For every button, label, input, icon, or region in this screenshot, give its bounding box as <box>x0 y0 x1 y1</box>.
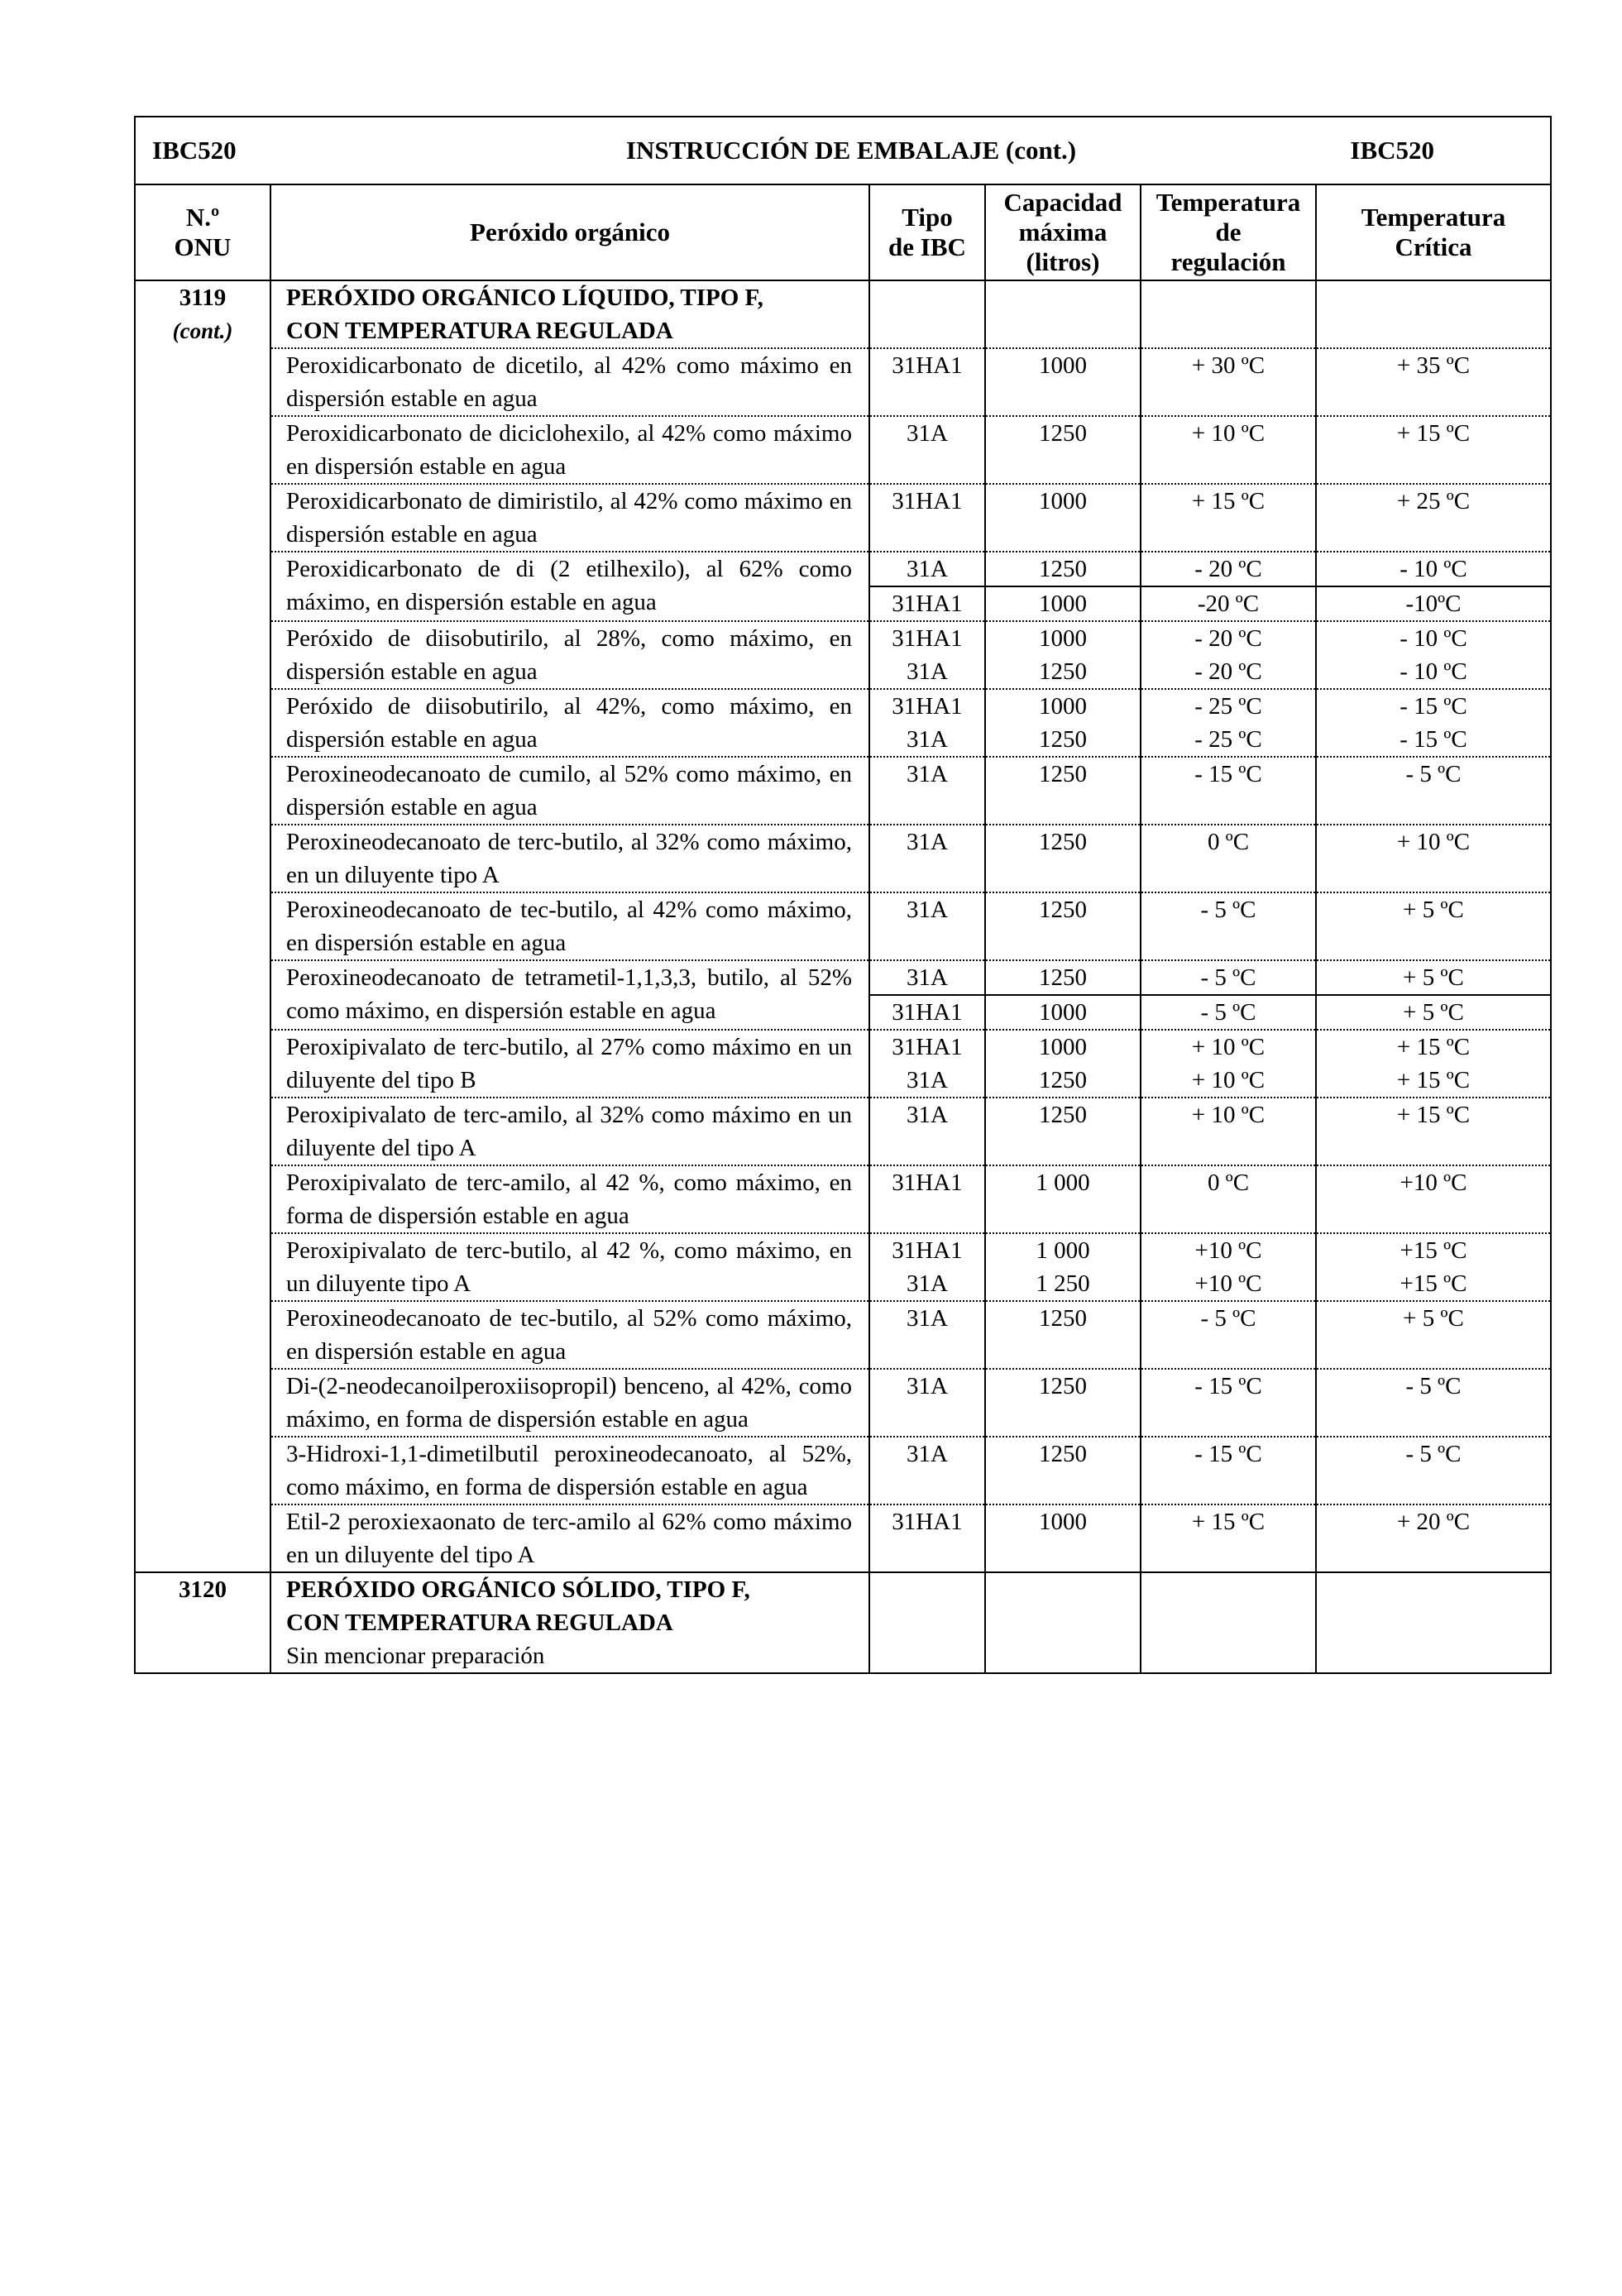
ibc-type: 31HA1 <box>892 591 963 617</box>
regulation-temp: + 15 ºC <box>1191 1509 1266 1535</box>
ibc-type: 31HA1 <box>892 1034 963 1060</box>
regulation-temp: - 20 ºC <box>1194 658 1262 685</box>
critical-temp: - 5 ºC <box>1405 1373 1462 1399</box>
peroxide-description: Di-(2-neodecanoilperoxiisopropil) benceno, al 42%, como máximo, en forma de dispersión estable en agua <box>270 1369 869 1437</box>
max-capacity: 1250 <box>1039 420 1087 447</box>
regulation-temp-cell <box>1141 348 1316 416</box>
ibc-type: 31HA1 <box>892 1170 963 1196</box>
critical-temp-cell <box>1316 1504 1551 1572</box>
max-capacity-cell <box>985 552 1141 621</box>
regulation-temp-cell <box>1141 1233 1316 1301</box>
critical-temp: + 5 ºC <box>1403 1305 1464 1332</box>
ibc-type: 31HA1 <box>892 352 963 379</box>
table-row <box>135 960 1551 1030</box>
title-row <box>135 117 1551 184</box>
critical-temp-cell <box>1316 1098 1551 1165</box>
max-capacity: 1000 <box>1039 693 1087 720</box>
max-capacity: 1250 <box>1039 1067 1087 1093</box>
critical-temp-cell <box>1316 1369 1551 1437</box>
table-row <box>135 1165 1551 1233</box>
ibc-type: 31A <box>907 1373 948 1399</box>
critical-temp: + 10 ºC <box>1396 829 1471 855</box>
critical-temp: - 10 ºC <box>1400 658 1467 685</box>
max-capacity-cell <box>985 484 1141 552</box>
ibc-type-cell <box>869 825 985 892</box>
critical-temp: + 5 ºC <box>1317 961 1550 996</box>
max-capacity: 1000 <box>1039 352 1087 379</box>
ibc-type-cell <box>869 416 985 484</box>
regulation-temp: 0 ºC <box>1207 1170 1250 1196</box>
peroxide-description: Peroxipivalato de terc-butilo, al 42 %, como máximo, en un diluyente tipo A <box>270 1233 869 1301</box>
max-capacity-cell <box>985 1301 1141 1369</box>
max-capacity: 1000 <box>1039 488 1087 514</box>
table-row <box>135 1098 1551 1165</box>
critical-temp: +15 ºC <box>1400 1270 1467 1297</box>
critical-temp-cell <box>1316 1165 1551 1233</box>
max-capacity: 1250 <box>1039 1373 1087 1399</box>
max-capacity-cell <box>985 1233 1141 1301</box>
ibc-type-cell <box>869 1437 985 1504</box>
regulation-temp-cell <box>1141 552 1316 621</box>
critical-temp-cell <box>1316 348 1551 416</box>
regulation-temp-cell <box>1141 960 1316 1030</box>
ibc-type: 31HA1 <box>892 1509 963 1535</box>
peroxide-description: Peroxineodecanoato de cumilo, al 52% como máximo, en dispersión estable en agua <box>270 757 869 825</box>
critical-temp: +15 ºC <box>1400 1237 1467 1264</box>
ibc-type-cell <box>869 1369 985 1437</box>
table-row <box>135 825 1551 892</box>
regulation-temp: - 15 ºC <box>1194 1441 1262 1467</box>
right-code: IBC520 <box>1350 136 1435 165</box>
document <box>134 116 1550 1674</box>
max-capacity-cell <box>985 348 1141 416</box>
table-row <box>135 1437 1551 1504</box>
regulation-temp: - 20 ºC <box>1194 625 1262 652</box>
max-capacity: 1250 <box>1039 761 1087 787</box>
max-capacity: 1250 <box>1039 1102 1087 1128</box>
peroxide-description: Peróxido de diisobutirilo, al 28%, como máximo, en dispersión estable en agua <box>270 621 869 689</box>
critical-temp: + 25 ºC <box>1396 488 1471 514</box>
ibc-type-cell <box>869 552 985 621</box>
regulation-temp: - 5 ºC <box>1200 999 1256 1026</box>
regulation-temp: + 10 ºC <box>1191 1034 1266 1060</box>
critical-temp: + 15 ºC <box>1396 420 1471 447</box>
critical-temp-cell <box>1316 757 1551 825</box>
regulation-temp-cell <box>1141 416 1316 484</box>
col-regulation-temp: Temperatura de regulación <box>1141 184 1316 280</box>
onu-cont-note: (cont.) <box>172 318 233 343</box>
regulation-temp: + 30 ºC <box>1191 352 1266 379</box>
max-capacity-cell <box>985 1098 1141 1165</box>
max-capacity-cell <box>985 892 1141 960</box>
ibc-type-cell <box>869 960 985 1030</box>
max-capacity: 1250 <box>1039 1305 1087 1332</box>
section-3120 <box>135 1572 1551 1673</box>
max-capacity: 1250 <box>986 961 1140 996</box>
max-capacity: 1000 <box>1039 1509 1087 1535</box>
critical-temp-cell <box>1316 825 1551 892</box>
regulation-temp: + 10 ºC <box>1191 420 1266 447</box>
regulation-temp: + 15 ºC <box>1191 488 1266 514</box>
critical-temp: + 5 ºC <box>1403 897 1464 923</box>
max-capacity: 1250 <box>1039 829 1087 855</box>
critical-temp-cell <box>1316 416 1551 484</box>
max-capacity-cell <box>985 1369 1141 1437</box>
table-row <box>135 552 1551 621</box>
regulation-temp-cell <box>1141 1369 1316 1437</box>
ibc-type: 31HA1 <box>892 999 963 1026</box>
critical-temp: - 15 ºC <box>1400 693 1467 720</box>
table-row <box>135 689 1551 757</box>
ibc-type: 31A <box>907 1102 948 1128</box>
peroxide-description: Peroxipivalato de terc-butilo, al 27% como máximo en un diluyente del tipo B <box>270 1030 869 1098</box>
max-capacity-cell <box>985 621 1141 689</box>
max-capacity: 1250 <box>986 552 1140 587</box>
ibc-type: 31A <box>907 726 948 753</box>
section-heading: PERÓXIDO ORGÁNICO LÍQUIDO, TIPO F, CON TEMPERATURA REGULADA <box>270 280 869 348</box>
ibc-type-cell <box>869 484 985 552</box>
table-row <box>135 484 1551 552</box>
regulation-temp-cell <box>1141 825 1316 892</box>
peroxide-description: 3-Hidroxi-1,1-dimetilbutil peroxineodecanoato, al 52%, como máximo, en forma de dispersión estable en agua <box>270 1437 869 1504</box>
ibc-type-cell <box>869 1098 985 1165</box>
ibc-type-cell <box>869 621 985 689</box>
ibc-type: 31A <box>907 897 948 923</box>
critical-temp: - 10 ºC <box>1317 552 1550 587</box>
critical-temp: + 5 ºC <box>1403 999 1464 1026</box>
onu-number: 3119 <box>179 285 227 311</box>
peroxide-description: Peroxineodecanoato de tec-butilo, al 52% como máximo, en dispersión estable en agua <box>270 1301 869 1369</box>
max-capacity: 1000 <box>1039 999 1087 1026</box>
regulation-temp-cell <box>1141 1030 1316 1098</box>
regulation-temp-cell <box>1141 892 1316 960</box>
ibc-type: 31A <box>907 658 948 685</box>
regulation-temp: - 15 ºC <box>1194 1373 1262 1399</box>
critical-temp: - 5 ºC <box>1405 761 1462 787</box>
table-row <box>135 757 1551 825</box>
peroxide-description: Peroxineodecanoato de tetrametil-1,1,3,3, butilo, al 52% como máximo, en dispersión estable en agua <box>270 960 869 1030</box>
critical-temp-cell <box>1316 689 1551 757</box>
max-capacity: 1 250 <box>1036 1270 1090 1297</box>
critical-temp: - 15 ºC <box>1400 726 1467 753</box>
onu-number-3120: 3120 <box>135 1572 270 1673</box>
regulation-temp: - 15 ºC <box>1194 761 1262 787</box>
regulation-temp-cell <box>1141 1165 1316 1233</box>
table-row <box>135 1030 1551 1098</box>
section-3119 <box>135 280 1551 1572</box>
max-capacity: 1000 <box>1039 591 1087 617</box>
table-row <box>135 621 1551 689</box>
regulation-temp: - 25 ºC <box>1194 726 1262 753</box>
ibc-type: 31HA1 <box>892 1237 963 1264</box>
peroxide-description: Peroxidicarbonato de dimiristilo, al 42% como máximo en dispersión estable en agua <box>270 484 869 552</box>
ibc-type-cell <box>869 892 985 960</box>
table-row <box>135 1369 1551 1437</box>
ibc-type: 31A <box>907 1441 948 1467</box>
onu-cell <box>135 280 270 1572</box>
table-row <box>135 416 1551 484</box>
col-onu: N.º ONU <box>135 184 270 280</box>
regulation-temp: 0 ºC <box>1207 829 1250 855</box>
ibc-type: 31A <box>907 829 948 855</box>
ibc-type: 31A <box>907 1067 948 1093</box>
max-capacity: 1250 <box>1039 658 1087 685</box>
ibc-type-cell <box>869 1233 985 1301</box>
max-capacity: 1 000 <box>1036 1237 1090 1264</box>
section-3120-desc: PERÓXIDO ORGÁNICO SÓLIDO, TIPO F, CON TEMPERATURA REGULADA Sin mencionar preparación <box>270 1572 869 1673</box>
regulation-temp: + 10 ºC <box>1191 1102 1266 1128</box>
regulation-temp: - 5 ºC <box>1141 961 1315 996</box>
max-capacity-cell <box>985 689 1141 757</box>
column-header-row <box>135 184 1551 280</box>
critical-temp: + 35 ºC <box>1396 352 1471 379</box>
document-title: INSTRUCCIÓN DE EMBALAJE (cont.) <box>625 136 1077 165</box>
peroxide-description: Etil-2 peroxiexaonato de terc-amilo al 62% como máximo en un diluyente del tipo A <box>270 1504 869 1572</box>
ibc-type: 31HA1 <box>892 625 963 652</box>
peroxide-description: Peroxineodecanoato de terc-butilo, al 32% como máximo, en un diluyente tipo A <box>270 825 869 892</box>
max-capacity: 1000 <box>1039 1034 1087 1060</box>
regulation-temp-cell <box>1141 757 1316 825</box>
ibc-type: 31A <box>870 552 984 587</box>
col-peroxide: Peróxido orgánico <box>270 184 869 280</box>
regulation-temp: - 5 ºC <box>1200 1305 1256 1332</box>
ibc-type-cell <box>869 1030 985 1098</box>
critical-temp: + 15 ºC <box>1396 1102 1471 1128</box>
col-critical-temp: Temperatura Crítica <box>1316 184 1551 280</box>
critical-temp: - 10 ºC <box>1400 625 1467 652</box>
critical-temp: + 20 ºC <box>1396 1509 1471 1535</box>
regulation-temp: + 10 ºC <box>1191 1067 1266 1093</box>
ibc-type: 31A <box>870 961 984 996</box>
critical-temp-cell <box>1316 1437 1551 1504</box>
max-capacity-cell <box>985 757 1141 825</box>
peroxide-description: Peróxido de diisobutirilo, al 42%, como máximo, en dispersión estable en agua <box>270 689 869 757</box>
critical-temp-cell <box>1316 1301 1551 1369</box>
col-type: Tipo de IBC <box>869 184 985 280</box>
regulation-temp: +10 ºC <box>1194 1237 1262 1264</box>
ibc-type: 31A <box>907 1270 948 1297</box>
ibc-type: 31HA1 <box>892 488 963 514</box>
critical-temp-cell <box>1316 552 1551 621</box>
ibc-type-cell <box>869 1301 985 1369</box>
critical-temp: +10 ºC <box>1400 1170 1467 1196</box>
regulation-temp-cell <box>1141 1504 1316 1572</box>
peroxide-description: Peroxidicarbonato de di (2 etilhexilo), al 62% como máximo, en dispersión estable en agua <box>270 552 869 621</box>
max-capacity-cell <box>985 960 1141 1030</box>
table-row <box>135 1233 1551 1301</box>
peroxide-description: Peroxipivalato de terc-amilo, al 32% como máximo en un diluyente del tipo A <box>270 1098 869 1165</box>
critical-temp-cell <box>1316 484 1551 552</box>
regulation-temp-cell <box>1141 1098 1316 1165</box>
regulation-temp-cell <box>1141 689 1316 757</box>
ibc-type-cell <box>869 689 985 757</box>
regulation-temp-cell <box>1141 1437 1316 1504</box>
ibc-type: 31A <box>907 1305 948 1332</box>
critical-temp: - 5 ºC <box>1405 1441 1462 1467</box>
critical-temp-cell <box>1316 1233 1551 1301</box>
packing-instruction-table <box>134 116 1552 1674</box>
table-row <box>135 1301 1551 1369</box>
max-capacity-cell <box>985 1165 1141 1233</box>
peroxide-description: Peroxidicarbonato de dicetilo, al 42% como máximo en dispersión estable en agua <box>270 348 869 416</box>
regulation-temp: - 25 ºC <box>1194 693 1262 720</box>
max-capacity-cell <box>985 825 1141 892</box>
peroxide-description: Peroxidicarbonato de diciclohexilo, al 42% como máximo en dispersión estable en agua <box>270 416 869 484</box>
peroxide-description: Peroxipivalato de terc-amilo, al 42 %, como máximo, en forma de dispersión estable en agua <box>270 1165 869 1233</box>
max-capacity: 1250 <box>1039 1441 1087 1467</box>
section-heading-row <box>135 280 1551 348</box>
max-capacity: 1250 <box>1039 897 1087 923</box>
ibc-type-cell <box>869 1504 985 1572</box>
regulation-temp-cell <box>1141 1301 1316 1369</box>
critical-temp-cell <box>1316 1030 1551 1098</box>
regulation-temp-cell <box>1141 621 1316 689</box>
max-capacity-cell <box>985 1030 1141 1098</box>
regulation-temp: +10 ºC <box>1194 1270 1262 1297</box>
ibc-type-cell <box>869 757 985 825</box>
table-row <box>135 348 1551 416</box>
max-capacity-cell <box>985 416 1141 484</box>
critical-temp-cell <box>1316 960 1551 1030</box>
critical-temp: + 15 ºC <box>1396 1034 1471 1060</box>
table-row <box>135 892 1551 960</box>
critical-temp: -10ºC <box>1405 591 1462 617</box>
ibc-type-cell <box>869 1165 985 1233</box>
critical-temp-cell <box>1316 621 1551 689</box>
max-capacity-cell <box>985 1437 1141 1504</box>
regulation-temp: -20 ºC <box>1197 591 1260 617</box>
peroxide-description: Peroxineodecanoato de tec-butilo, al 42% como máximo, en dispersión estable en agua <box>270 892 869 960</box>
max-capacity: 1000 <box>1039 625 1087 652</box>
max-capacity-cell <box>985 1504 1141 1572</box>
ibc-type-cell <box>869 348 985 416</box>
critical-temp: + 15 ºC <box>1396 1067 1471 1093</box>
regulation-temp: - 20 ºC <box>1141 552 1315 587</box>
table-row <box>135 1504 1551 1572</box>
left-code: IBC520 <box>152 136 237 165</box>
ibc-type: 31A <box>907 420 948 447</box>
regulation-temp: - 5 ºC <box>1200 897 1256 923</box>
ibc-type: 31HA1 <box>892 693 963 720</box>
col-capacity: Capacidad máxima (litros) <box>985 184 1141 280</box>
ibc-type: 31A <box>907 761 948 787</box>
max-capacity: 1250 <box>1039 726 1087 753</box>
critical-temp-cell <box>1316 892 1551 960</box>
regulation-temp-cell <box>1141 484 1316 552</box>
max-capacity: 1 000 <box>1036 1170 1090 1196</box>
